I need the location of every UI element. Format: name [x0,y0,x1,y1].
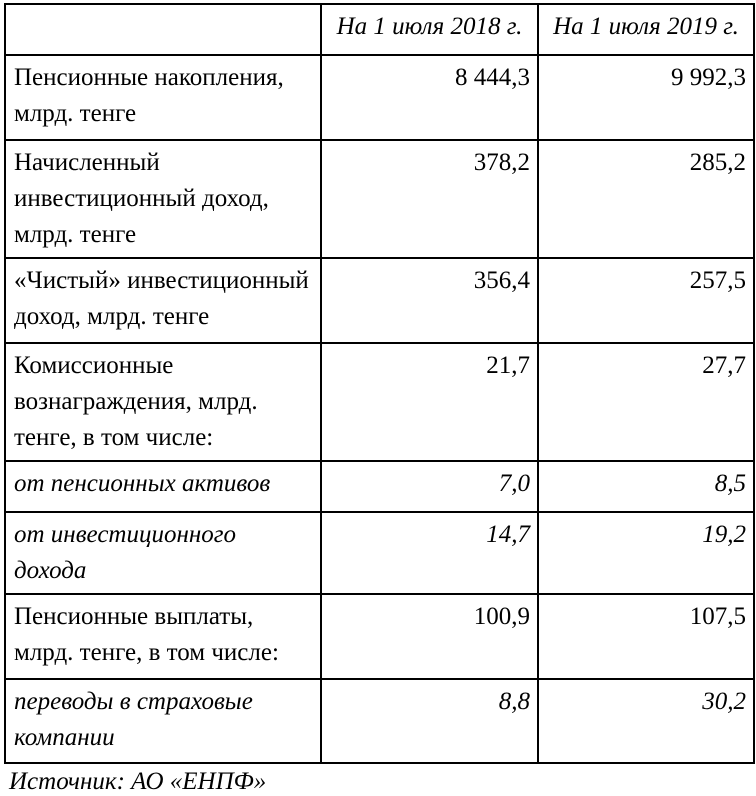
row-label: Комиссионные вознаграждения, млрд. тенге, в том числе: [5,343,321,461]
value-2019: 19,2 [538,512,754,594]
value-2019: 9 992,3 [538,55,754,140]
value-2018: 356,4 [321,258,538,343]
value-2018: 21,7 [321,343,538,461]
value-2019: 285,2 [538,140,754,258]
value-2018: 7,0 [321,461,538,512]
table-row-net-investment-income [5,258,754,343]
value-2019: 107,5 [538,594,754,679]
row-label: Начисленный инвестиционный доход, млрд. тенге [5,140,321,258]
table-row-accrued-investment-income [5,140,754,258]
value-2019: 8,5 [538,461,754,512]
row-label: от пенсионных активов [5,461,321,512]
row-label: Пенсионные накопления, млрд. тенге [5,55,321,140]
value-2018: 8 444,3 [321,55,538,140]
table-row-transfers-to-insurance [5,679,754,763]
value-2018: 14,7 [321,512,538,594]
header-cell-empty [5,4,321,55]
table-row-pension-payments [5,594,754,679]
header-cell-2019: На 1 июля 2019 г. [538,4,754,55]
table-row-from-investment-income [5,512,754,594]
row-label: Пенсионные выплаты, млрд. тенге, в том числе: [5,594,321,679]
table-header-row [5,4,754,55]
table-row-commission-fees [5,343,754,461]
source-note: Источник: АО «ЕНПФ» [9,768,267,795]
header-cell-2018: На 1 июля 2018 г. [321,4,538,55]
value-2018: 378,2 [321,140,538,258]
row-label: «Чистый» инвестиционный доход, млрд. тенге [5,258,321,343]
value-2019: 27,7 [538,343,754,461]
pension-fund-table [4,3,755,764]
value-2018: 100,9 [321,594,538,679]
row-label: переводы в страховые компании [5,679,321,763]
value-2019: 30,2 [538,679,754,763]
table-row-from-pension-assets [5,461,754,512]
value-2019: 257,5 [538,258,754,343]
value-2018: 8,8 [321,679,538,763]
table-row-pension-savings [5,55,754,140]
row-label: от инвестиционного дохода [5,512,321,594]
